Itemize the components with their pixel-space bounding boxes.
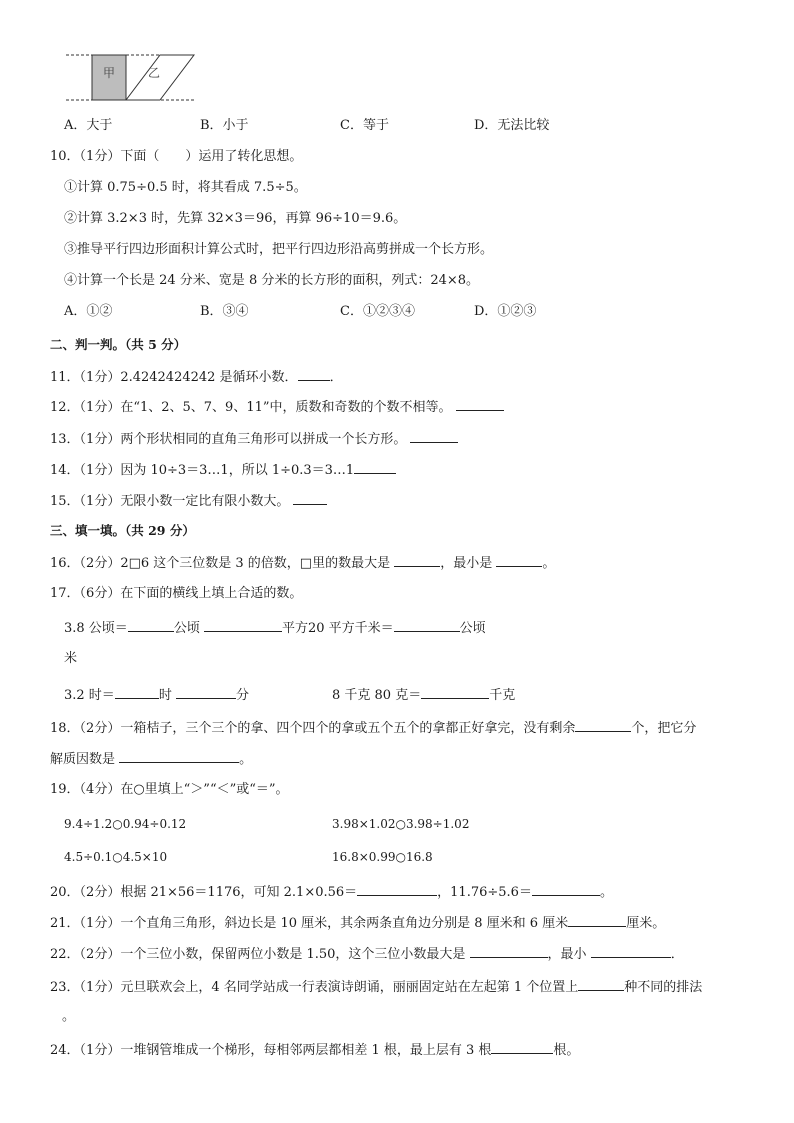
section-2-heading: 二、判一判。（共 5 分） bbox=[50, 337, 187, 352]
q17-blank-2[interactable] bbox=[204, 618, 282, 632]
q9-option-d: D．无法比较 bbox=[474, 118, 550, 133]
q9-option-c: C．等于 bbox=[340, 118, 389, 133]
q20-blank-2[interactable] bbox=[532, 882, 600, 896]
q20: 20．（2分）根据 21×56＝1176，可知 2.1×0.56＝ ，11.76÷5.6＝ 。 bbox=[50, 882, 613, 902]
q23-line-1: 23．（1分）元旦联欢会上，4 名同学站成一行表演诗朗诵，丽丽固定站在左起第 1 个位置上 种不同的排法 bbox=[50, 977, 702, 997]
q24: 24．（1分）一堆钢管堆成一个梯形，每相邻两层都相差 1 根，最上层有 3 根 根。 bbox=[50, 1040, 579, 1060]
q17-blank-1[interactable] bbox=[128, 618, 174, 632]
q11-blank[interactable] bbox=[298, 367, 330, 381]
q18-blank-2[interactable] bbox=[119, 749, 239, 763]
q13: 13．（1分）两个形状相同的直角三角形可以拼成一个长方形。 bbox=[50, 429, 458, 449]
q17-row-1: 3.8 公顷＝ 公顷 平方20 平方千米＝ 公顷 bbox=[64, 618, 486, 638]
q17-row-3-right: 8 千克 80 克＝ 千克 bbox=[332, 685, 515, 705]
q21-blank[interactable] bbox=[568, 913, 626, 927]
q22-blank-max[interactable] bbox=[470, 944, 548, 958]
label-yi: 乙 bbox=[147, 66, 161, 80]
section-3-heading: 三、填一填。（共 29 分） bbox=[50, 523, 195, 538]
q19-compare-4[interactable]: 16.8×0.99○16.8 bbox=[332, 850, 433, 864]
q21: 21．（1分）一个直角三角形，斜边长是 10 厘米，其余两条直角边分别是 8 厘米和 6 厘米 厘米。 bbox=[50, 913, 665, 933]
q10-item-3: ③推导平行四边形面积计算公式时，把平行四边形沿高剪拼成一个长方形。 bbox=[64, 242, 494, 257]
q12: 12．（1分）在“1、2、5、7、9、11”中，质数和奇数的个数不相等。 bbox=[50, 397, 504, 417]
q19-compare-3[interactable]: 4.5÷0.1○4.5×10 bbox=[64, 850, 168, 864]
q24-blank[interactable] bbox=[491, 1040, 553, 1054]
q14: 14．（1分）因为 10÷3＝3…1，所以 1÷0.3＝3…1 bbox=[50, 460, 396, 480]
q9-option-b: B．小于 bbox=[200, 118, 249, 133]
q20-blank-1[interactable] bbox=[357, 882, 437, 896]
q10-option-a: A．①② bbox=[64, 304, 113, 319]
q17-blank-4[interactable] bbox=[115, 685, 159, 699]
q17-row-2: 米 bbox=[64, 651, 78, 666]
label-jia: 甲 bbox=[102, 66, 116, 80]
q10-stem: 10．（1分）下面（ ）运用了转化思想。 bbox=[50, 149, 303, 164]
q14-blank[interactable] bbox=[354, 460, 396, 474]
q15: 15．（1分）无限小数一定比有限小数大。 bbox=[50, 491, 327, 511]
q22-blank-min[interactable] bbox=[591, 944, 671, 958]
q17-row-3: 3.2 时＝ 时 分 bbox=[64, 685, 249, 705]
q13-blank[interactable] bbox=[410, 429, 458, 443]
q15-blank[interactable] bbox=[293, 491, 327, 505]
q11: 11．（1分）2.4242424242 是循环小数． ． bbox=[50, 367, 343, 387]
q22: 22．（2分）一个三位小数，保留两位小数是 1.50，这个三位小数最大是 ，最小 ． bbox=[50, 944, 684, 964]
q23-blank[interactable] bbox=[578, 977, 624, 991]
q9-option-a: A．大于 bbox=[64, 118, 113, 133]
q17-blank-6[interactable] bbox=[421, 685, 489, 699]
q10-item-4: ④计算一个长是 24 分米、宽是 8 分米的长方形的面积，列式：24×8。 bbox=[64, 273, 480, 288]
parallel-figure bbox=[66, 50, 206, 106]
q18-line-2: 解质因数是 。 bbox=[50, 749, 252, 769]
q10-item-1: ①计算 0.75÷0.5 时，将其看成 7.5÷5。 bbox=[64, 180, 307, 195]
q19-stem: 19．（4分）在○里填上“＞”“＜”或“＝”。 bbox=[50, 782, 289, 797]
q17-blank-3[interactable] bbox=[394, 618, 460, 632]
q12-blank[interactable] bbox=[456, 397, 504, 411]
q18-line-1: 18．（2分）一箱桔子，三个三个的拿、四个四个的拿或五个五个的拿都正好拿完，没有剩余 个，把它分 bbox=[50, 718, 696, 738]
q16-blank-min[interactable] bbox=[496, 553, 542, 567]
q10-option-b: B．③④ bbox=[200, 304, 249, 319]
q17-blank-5[interactable] bbox=[176, 685, 236, 699]
q23-line-2: 。 bbox=[62, 1009, 76, 1024]
q10-item-2: ②计算 3.2×3 时，先算 32×3＝96，再算 96÷10＝9.6。 bbox=[64, 211, 407, 226]
q16-blank-max[interactable] bbox=[394, 553, 440, 567]
q17-stem: 17．（6分）在下面的横线上填上合适的数。 bbox=[50, 586, 303, 601]
q16: 16．（2分）2□6 这个三位数是 3 的倍数，□里的数最大是 ，最小是 。 bbox=[50, 553, 555, 573]
q10-option-c: C．①②③④ bbox=[340, 304, 415, 319]
q19-compare-2[interactable]: 3.98×1.02○3.98÷1.02 bbox=[332, 817, 470, 831]
q10-option-d: D．①②③ bbox=[474, 304, 537, 319]
q18-blank-1[interactable] bbox=[575, 718, 631, 732]
q19-compare-1[interactable]: 9.4÷1.2○0.94÷0.12 bbox=[64, 817, 187, 831]
